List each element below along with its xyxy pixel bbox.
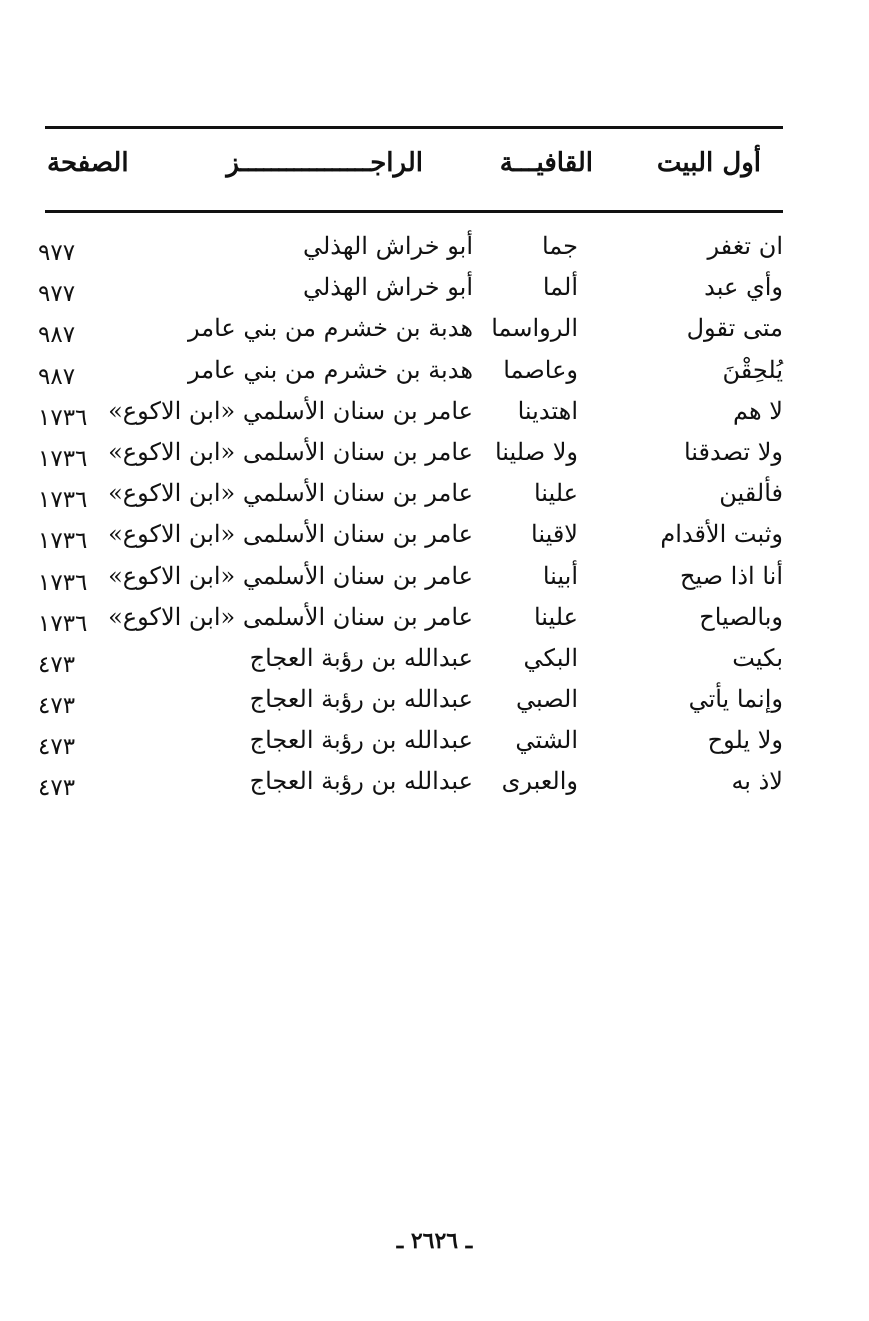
cell-rhyme: لاقينا — [531, 520, 578, 549]
cell-rhyme: والعبرى — [501, 767, 578, 796]
cell-page: ٤٧٣ — [38, 693, 76, 720]
cell-rhyme: ولا صلينا — [494, 437, 578, 466]
top-rule — [45, 126, 783, 129]
table-row — [38, 722, 783, 763]
header-first-verse: أول البيت — [656, 148, 761, 178]
cell-first-verse: ولا يلوح — [707, 726, 783, 755]
table-row — [38, 310, 783, 351]
cell-poet: عبدالله بن رؤبة العجاج — [249, 767, 473, 796]
cell-page: ٤٧٣ — [38, 775, 76, 802]
table-row — [38, 352, 783, 393]
cell-first-verse: بكيت — [732, 643, 783, 672]
cell-rhyme: علينا — [533, 602, 578, 631]
cell-poet: عامر بن سنان الأسلمي «ابن الاكوع» — [108, 396, 473, 425]
header-rhyme: القافيـــة — [499, 148, 593, 178]
cell-poet: عامر بن سنان الأسلمى «ابن الاكوع» — [108, 520, 473, 549]
cell-page: ١٧٣٦ — [38, 610, 88, 637]
cell-poet: هدبة بن خشرم من بني عامر — [187, 355, 473, 384]
table-row — [38, 763, 783, 804]
cell-rhyme: جما — [541, 232, 578, 260]
cell-page: ٩٧٧ — [38, 240, 76, 266]
cell-page: ٩٧٧ — [38, 281, 76, 308]
table-row — [38, 475, 783, 516]
table-row — [38, 393, 783, 434]
cell-poet: عبدالله بن رؤبة العجاج — [249, 685, 473, 714]
cell-first-verse: لاذ به — [731, 767, 783, 796]
cell-page: ٤٧٣ — [38, 734, 76, 761]
table-row — [38, 269, 783, 310]
table-row — [38, 558, 783, 599]
cell-rhyme: ألما — [542, 273, 578, 302]
cell-poet: عامر بن سنان الأسلمى «ابن الاكوع» — [108, 437, 473, 466]
header-poet: الراجـــــــــــــــــز — [226, 148, 423, 178]
cell-first-verse: وإنما يأتي — [688, 685, 783, 714]
cell-page: ١٧٣٦ — [38, 445, 88, 472]
table-body — [38, 228, 783, 805]
cell-poet: أبو خراش الهذلي — [302, 273, 473, 302]
table-row — [38, 640, 783, 681]
table-row — [38, 681, 783, 722]
cell-first-verse: يُلحِقْنَ — [722, 355, 783, 384]
cell-page: ١٧٣٦ — [38, 404, 88, 431]
table-row — [38, 228, 783, 269]
cell-page: ٤٧٣ — [38, 651, 76, 678]
cell-poet: عامر بن سنان الأسلمي «ابن الاكوع» — [108, 479, 473, 508]
cell-first-verse: أنا اذا صيح — [679, 561, 783, 590]
cell-first-verse: وثبت الأقدام — [660, 520, 783, 549]
cell-page: ١٧٣٦ — [38, 528, 88, 555]
cell-page: ٩٨٧ — [38, 322, 76, 349]
cell-page: ١٧٣٦ — [38, 487, 88, 514]
cell-rhyme: الرواسما — [491, 314, 578, 343]
cell-page: ١٧٣٦ — [38, 569, 88, 596]
header-page: الصفحة — [47, 148, 129, 178]
cell-first-verse: ولا تصدقنا — [683, 437, 783, 466]
cell-rhyme: اهتدينا — [517, 396, 578, 425]
cell-first-verse: وأي عبد — [704, 273, 783, 302]
cell-first-verse: فألقين — [719, 479, 783, 508]
cell-poet: هدبة بن خشرم من بني عامر — [187, 314, 473, 343]
cell-first-verse: وبالصياح — [699, 602, 783, 631]
cell-rhyme: وعاصما — [503, 355, 578, 384]
table-header — [45, 148, 783, 188]
cell-poet: عامر بن سنان الأسلمي «ابن الاكوع» — [108, 561, 473, 590]
header-rule — [45, 210, 783, 213]
cell-rhyme: الشتي — [515, 726, 578, 755]
cell-first-verse: لا هم — [733, 396, 783, 425]
table-row — [38, 516, 783, 557]
cell-rhyme: أبينا — [542, 561, 578, 590]
cell-page: ٩٨٧ — [38, 363, 76, 390]
page-number: ـ ٢٦٢٦ ـ — [396, 1228, 473, 1254]
table-row — [38, 599, 783, 640]
cell-poet: أبو خراش الهذلي — [302, 232, 473, 260]
cell-rhyme: الصبي — [515, 685, 578, 714]
cell-poet: عامر بن سنان الأسلمى «ابن الاكوع» — [108, 602, 473, 631]
table-row — [38, 434, 783, 475]
cell-rhyme: علينا — [533, 479, 578, 508]
cell-first-verse: متى تقول — [686, 314, 783, 343]
cell-poet: عبدالله بن رؤبة العجاج — [249, 643, 473, 672]
cell-poet: عبدالله بن رؤبة العجاج — [249, 726, 473, 755]
cell-first-verse: ان تغفر — [707, 232, 783, 260]
cell-rhyme: البكي — [523, 643, 578, 672]
